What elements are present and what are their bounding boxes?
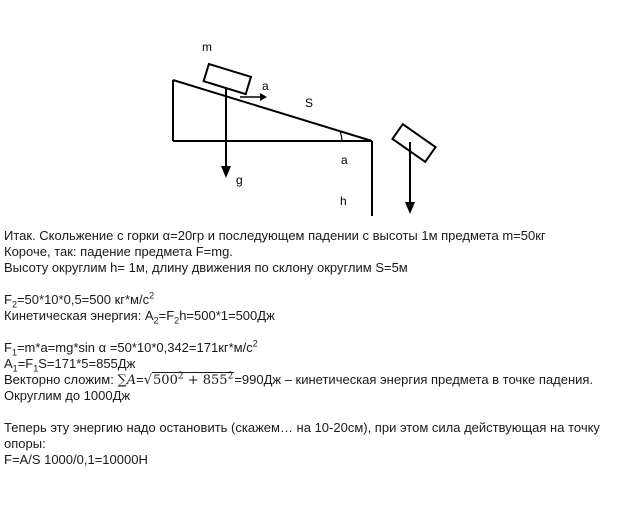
text-line-5: Кинетическая энергия: $A_2=F_2h=500*1=500Дж$ bbox=[4, 308, 275, 326]
physics-diagram bbox=[0, 0, 640, 225]
radicand: $500^2 + 855^2$ bbox=[153, 371, 234, 388]
text-line-3: Высоту округлим h= 1м, длину движения по склону округлим S=5м bbox=[4, 260, 408, 275]
height-label: h bbox=[340, 194, 347, 208]
text-line-1: Итак. Скольжение с горки α=20гр и последующем падении с высоты 1м предмета m=50кг bbox=[4, 228, 546, 243]
text-line-12: F=A/S 1000/0,1=10000Н bbox=[4, 452, 148, 467]
falling-block bbox=[392, 124, 435, 162]
text-line-2: Короче, так: падение предмета F=mg. bbox=[4, 244, 233, 259]
angle-label: a bbox=[341, 153, 348, 167]
distance-label: S bbox=[305, 96, 314, 110]
slope-diagram bbox=[0, 0, 640, 225]
text-line-10: Теперь эту энергию надо остановить (скажем… на 10-20см), при этом сила действующая на точку bbox=[4, 420, 600, 435]
text-line-7: $A_1=F_1S=171*5=855Дж$ bbox=[4, 356, 136, 374]
slope-line bbox=[173, 80, 372, 141]
block-on-slope bbox=[204, 64, 251, 94]
falling-arrowhead bbox=[405, 202, 415, 214]
gravity-label: g bbox=[236, 173, 243, 187]
text-line-6: $F_1=m*a=mg*\sin$ $\alpha =50*10*0,342=171кг*м/с^2$ bbox=[4, 338, 258, 358]
text-line-4: $F_2=50*10*0,5=500$ $кг*м/с^2$ bbox=[4, 290, 155, 310]
sqrt-icon: √ bbox=[143, 373, 153, 388]
text-line-11: опоры: bbox=[4, 436, 46, 451]
solution-text bbox=[4, 228, 636, 468]
acceleration-arrowhead bbox=[260, 93, 267, 101]
mass-label: m bbox=[202, 40, 212, 54]
text-line-8: Векторно сложим: $\sum A=√500^2 + 855^2=990Дж$ – кинетическая энергия предмета в точке падения. bbox=[4, 371, 594, 388]
text-line-9: Округлим до 1000Дж bbox=[4, 388, 131, 403]
acceleration-label: a bbox=[262, 79, 269, 93]
gravity-arrowhead bbox=[221, 166, 231, 178]
